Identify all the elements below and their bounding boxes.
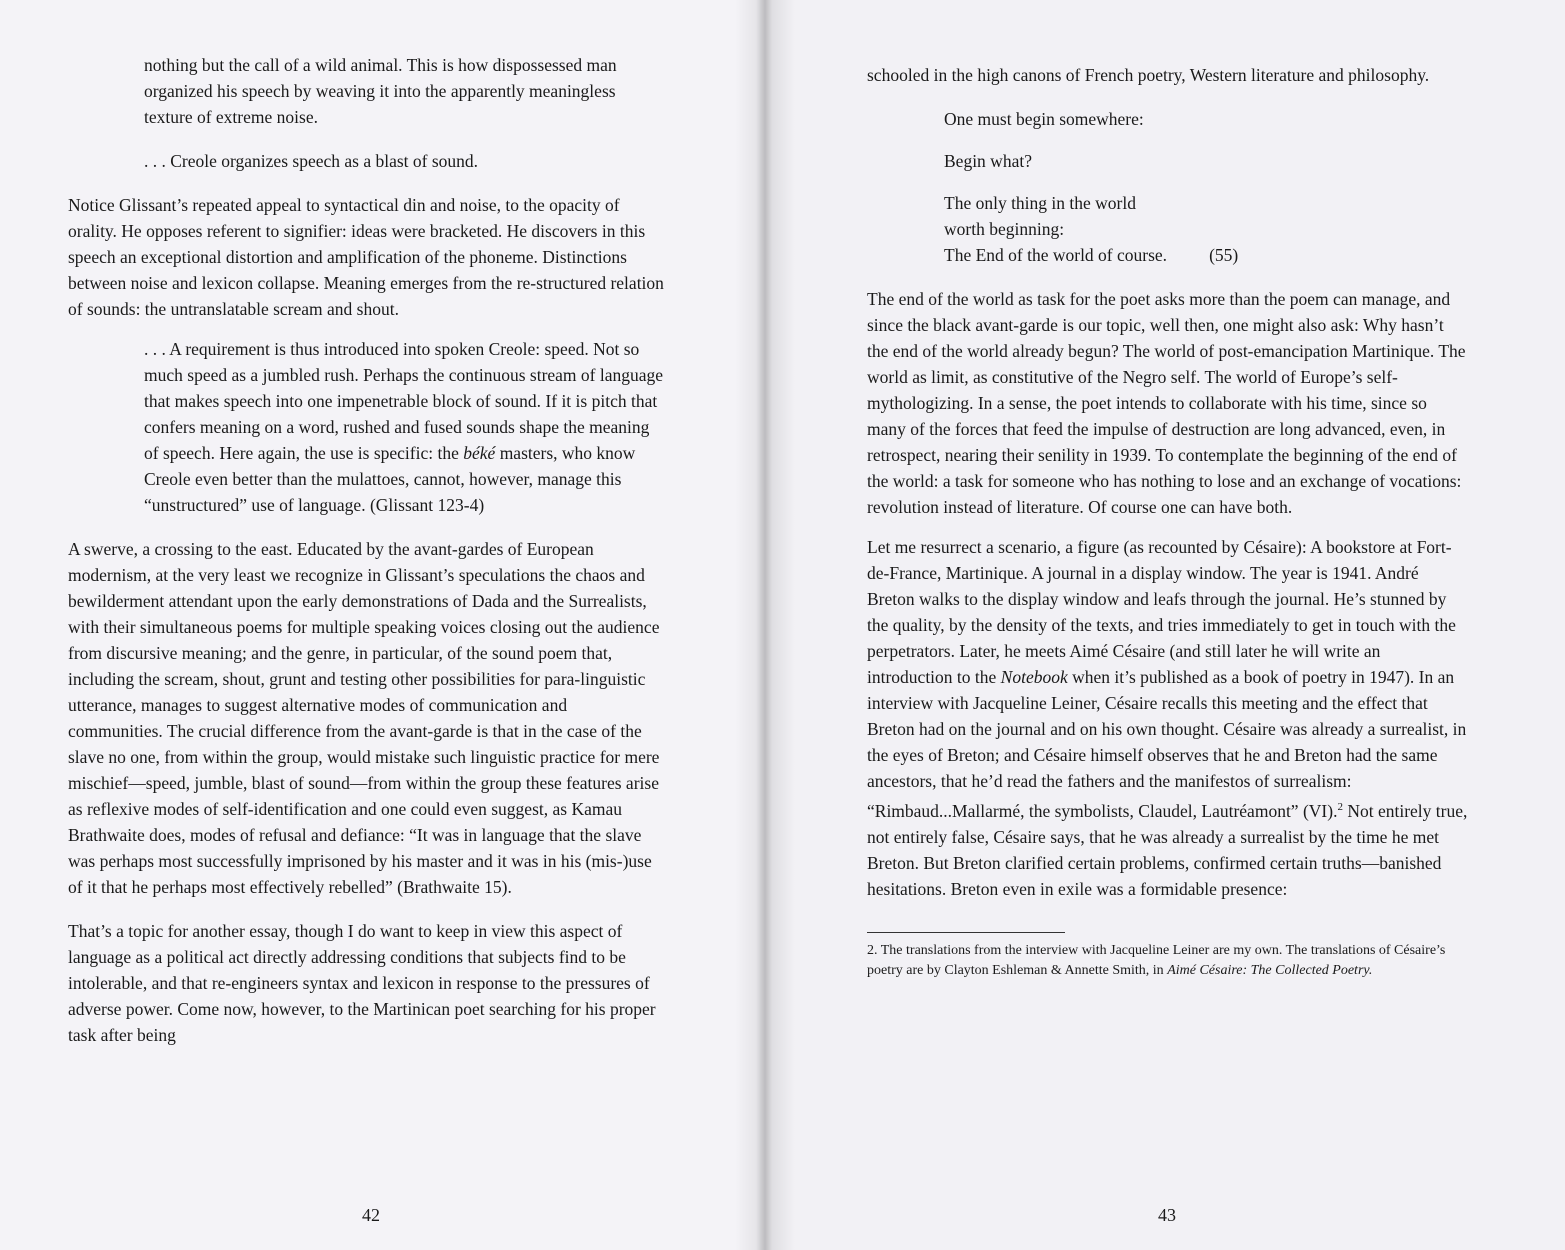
footnote [867,941,1469,981]
footnote-text: 2. The translations from the interview with Jacqueline Leiner are my own. The translations of Césaire’s poetry are by Clayton Eshleman & Annette Smith, in [867,942,1446,978]
paragraph-1: The end of the world as task for the poet asks more than the poem can manage, and since the black avant-garde is our topic, well then, one might also ask: Why hasn’t the end of the world already begun? The world of post-emancipation Martinique. The world as limit, as constitutive of the Negro self. The world of Europe’s self-mythologizing. In a sense, the poet intends to collaborate with his time, since so many of the forces that feed the impulse of destruction are long advanced, even, in retrospect, nearing their senility in 1939. To contemplate the beginning of the end of the world: a task for someone who has nothing to lose and an exchange of vocations: revolution instead of literature. Of course one can have both. [867,289,1466,517]
footnote-italic-title: Aimé Césaire: The Collected Poetry. [1167,962,1373,978]
paragraph-2: A swerve, a crossing to the east. Educated by the avant-gardes of European modernism, at the very least we recognize in Glissant’s speculations the chaos and bewilderment attendant upon the early demonstrations of Dada and the Surrealists, with their simultaneous poems for multiple speaking voices closing out the audience from discursive meaning; and the genre, in particular, of the sound poem that, including the scream, shout, grunt and testing other possibilities for para-linguistic utterance, manages to suggest alternative modes of communication and communities. The crucial difference from the avant-garde is that in the case of the slave no one, from within the group, would mistake such linguistic practice for mere mischief—speed, jumble, blast of sound—from within the group these features arise as reflexive modes of self-identification and one could even suggest, as Kamau Brathwaite does, modes of refusal and defiance: “It was in language that the slave was perhaps most successfully imprisoned by his master and it was in his (mis-)use of it that he perhaps most effectively rebelled” (Brathwaite 15). [68,539,660,897]
footnote-divider [867,932,1065,933]
poem-quote [944,106,1469,268]
italic-title: Notebook [1000,667,1068,687]
paragraph-3: That’s a topic for another essay, though I do want to keep in view this aspect of language as a political act directly addressing conditions that subjects find to be intolerable, and that re-engineers syntax and lexicon in response to the pressures of adverse power. Come now, however, to the Martinican poet searching for his proper task after being [68,921,656,1045]
paragraph-0: schooled in the high canons of French poetry, Western literature and philosophy. [867,65,1430,85]
paragraph-text: Let me resurrect a scenario, a figure (as recounted by Césaire): A bookstore at Fort-de-France, Martinique. A journal in a display window. The year is 1941. André Breton walks to the display window and leafs through the journal. He’s stunned by the quality, by the density of the texts, and tries immediately to get in touch with the perpetrators. Later, he meets Aimé Césaire (and still later he will write an introduction to the [867,537,1456,687]
footnote-marker[interactable]: 2 [1337,801,1343,813]
left-page [0,0,760,1250]
poem-line-5 [944,242,1469,268]
poem-line-3: The only thing in the world [944,193,1136,213]
block-quote-2: . . . Creole organizes speech as a blast of sound. [144,151,479,171]
right-page-text [867,62,1469,981]
paragraph-2 [867,534,1469,902]
page-number-left: 42 [362,1205,380,1225]
block-quote-3 [144,336,666,518]
quote-text: masters, who know Creole even better than the mulattoes, cannot, however, manage this “unstructured” use of language. (Glissant 123-4) [144,443,636,515]
left-page-text [68,52,666,1048]
poem-citation: (55) [1209,245,1239,265]
page-number-right: 43 [1158,1205,1176,1225]
poem-line-1: One must begin somewhere: [944,109,1144,129]
poem-line-5-text: The End of the world of course. [944,245,1168,265]
right-page [760,0,1565,1250]
paragraph-text: Not entirely true, not entirely false, Césaire says, that he was already a surrealist by the time he met Breton. But Breton clarified certain problems, confirmed certain truths—banished hesitations. Breton even in exile was a formidable presence: [867,800,1468,899]
quote-text: . . . A requirement is thus introduced into spoken Creole: speed. Not so much speed as a jumbled rush. Perhaps the continuous stream of language that makes speech into one impenetrable block of sound. If it is pitch that confers meaning on a word, rushed and fused sounds shape the meaning of speech. Here again, the use is specific: the [144,339,664,463]
quote-italic-term: béké [463,443,496,463]
poem-line-4: worth beginning: [944,219,1065,239]
block-quote-1: nothing but the call of a wild animal. This is how dispossessed man organized his speech by weaving it into the apparently meaningless texture of extreme noise. [144,55,617,127]
paragraph-text: when it’s published as a book of poetry in 1947). In an interview with Jacqueline Leiner, Césaire recalls this meeting and the effect that Breton had on the journal and on his own thought. Césaire was already a surrealist, in the eyes of Breton; and Césaire himself observes that he and Breton had the same ancestors, that he’d read the fathers and the manifestos of surrealism: “Rimbaud...Mallarmé, the symbolists, Claudel, Lautréamont” (VI). [867,667,1467,821]
poem-line-2: Begin what? [944,151,1032,171]
paragraph-1: Notice Glissant’s repeated appeal to syntactical din and noise, to the opacity of orality. He opposes referent to signifier: ideas were bracketed. He discovers in this speech an exceptional distortion and amplification of the phoneme. Distinctions between noise and lexicon collapse. Meaning emerges from the re-structured relation of sounds: the untranslatable scream and shout. [68,195,664,319]
